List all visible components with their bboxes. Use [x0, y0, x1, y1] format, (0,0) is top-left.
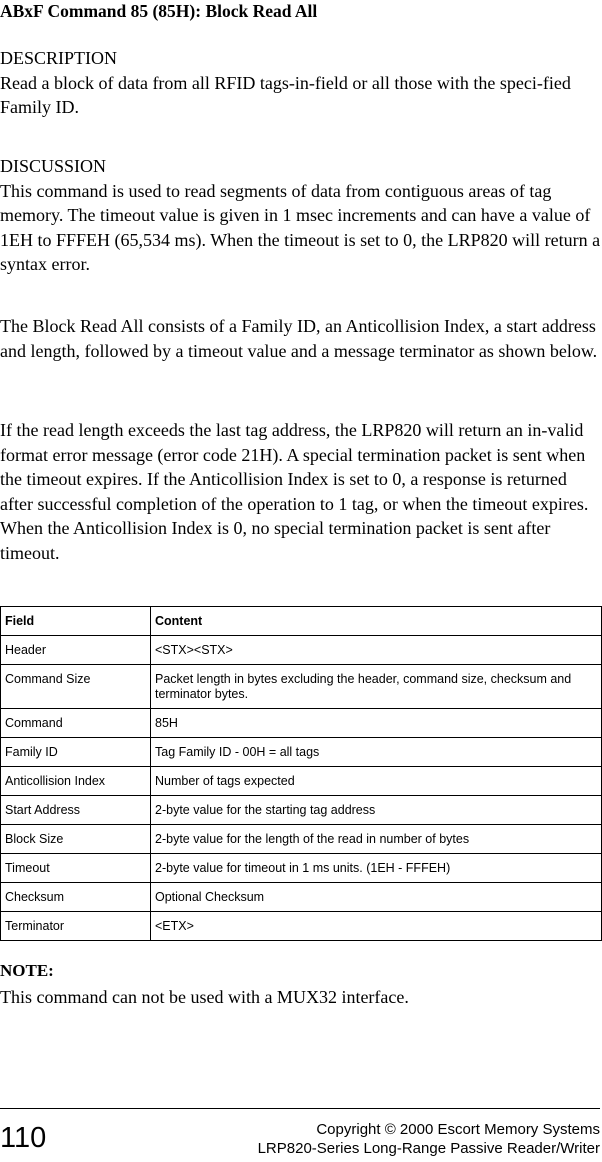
page-title: ABxF Command 85 (85H): Block Read All [0, 1, 318, 21]
footer-divider [0, 1108, 600, 1109]
field-name-cell: Anticollision Index [1, 767, 151, 796]
field-content-cell: 2-byte value for the starting tag address [151, 796, 602, 825]
field-name-cell: Command [1, 709, 151, 738]
description-section [0, 46, 602, 120]
description-text: Read a block of data from all RFID tags-in-field or all those with the speci-fied Family ID. [0, 72, 571, 117]
field-content-cell: 2-byte value for timeout in 1 ms units. (1EH - FFFEH) [151, 854, 602, 883]
field-content-cell: Optional Checksum [151, 883, 602, 912]
field-content-cell: <STX><STX> [151, 636, 602, 665]
footer-product-name: LRP820-Series Long-Range Passive Reader/Writer [257, 1140, 600, 1157]
table-row [1, 767, 602, 796]
discussion-paragraph: The Block Read All consists of a Family ID, an Anticollision Index, a start address and length, followed by a timeout value and a message terminator as shown below. [0, 316, 598, 361]
field-name-cell: Command Size [1, 665, 151, 709]
field-name-cell: Terminator [1, 912, 151, 941]
table-row [1, 636, 602, 665]
table-row [1, 738, 602, 767]
field-name-cell: Block Size [1, 825, 151, 854]
field-content-cell: Packet length in bytes excluding the header, command size, checksum and terminator bytes. [151, 665, 602, 709]
field-name-cell: Start Address [1, 796, 151, 825]
note-text: This command can not be used with a MUX32 interface. [0, 987, 409, 1007]
column-header-field: Field [1, 607, 151, 636]
field-name-cell: Header [1, 636, 151, 665]
discussion-heading: DISCUSSION [0, 156, 107, 176]
discussion-paragraph: If the read length exceeds the last tag address, the LRP820 will return an in-valid format error message (error code 21H). A special termination packet is sent when the timeout expires. If the Anticollision Index is set to 0, a response is returned after successful completion of the operation to 1 tag, or when the timeout expires. When the Anticollision Index is 0, no special termination packet is sent after timeout. [0, 420, 589, 563]
discussion-paragraph: This command is used to read segments of data from contiguous areas of tag memory. The timeout value is given in 1 msec increments and can have a value of 1EH to FFFEH (65,534 ms). When the timeout is set to 0, the LRP820 will return a syntax error. [0, 180, 601, 274]
footer-copyright: Copyright © 2000 Escort Memory Systems [316, 1121, 600, 1138]
field-content-cell: Number of tags expected [151, 767, 602, 796]
command-fields-table [0, 606, 602, 941]
field-name-cell: Family ID [1, 738, 151, 767]
table-row [1, 912, 602, 941]
discussion-section [0, 154, 602, 277]
note-label: NOTE: [0, 961, 54, 980]
page-number: 110 [0, 1122, 47, 1154]
field-content-cell: 85H [151, 709, 602, 738]
field-content-cell: Tag Family ID - 00H = all tags [151, 738, 602, 767]
column-header-content: Content [151, 607, 602, 636]
table-row [1, 854, 602, 883]
table-header-row [1, 607, 602, 636]
field-content-cell: 2-byte value for the length of the read in number of bytes [151, 825, 602, 854]
table-row [1, 665, 602, 709]
footer-credits [258, 1120, 600, 1158]
table-row [1, 796, 602, 825]
table-row [1, 709, 602, 738]
description-heading: DESCRIPTION [0, 48, 118, 68]
table-row [1, 825, 602, 854]
field-name-cell: Timeout [1, 854, 151, 883]
table-row [1, 883, 602, 912]
field-content-cell: <ETX> [151, 912, 602, 941]
field-name-cell: Checksum [1, 883, 151, 912]
